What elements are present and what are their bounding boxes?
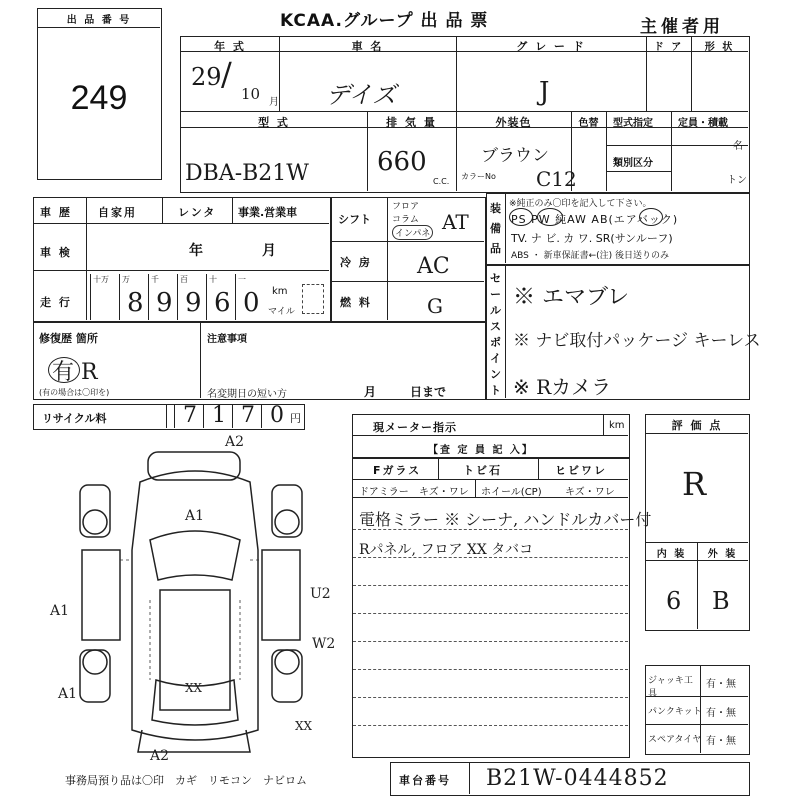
wheel-label: ホイール(CP) [481,487,542,498]
recycle-unit: 円 [290,412,301,425]
equipment-label-2: 備 [490,222,501,235]
mileage-place-label: 千 [151,275,159,284]
inspection-month: 月 [262,243,278,259]
month-unit: 月 [269,97,279,108]
shift-option-instrument-panel: インパネ [392,225,433,240]
exterior-score-label: 外 装 [707,549,738,560]
tons-unit: トン [727,175,747,186]
mileage-digit-cell [177,274,206,320]
name-change-month: 月 [364,385,377,399]
score-label: 評 価 点 [671,419,723,432]
recycle-digit: 0 [270,403,284,428]
mileage-digit: 6 [214,288,231,318]
appraisal-header: 【査 定 員 記 入】 [428,445,534,456]
grade-label: グ レ ー ド [516,40,586,53]
history-rental: レンタ [178,206,217,219]
tool-puncture-kit-label: パンクキット [648,707,702,717]
lot-number-box [37,8,162,180]
mileage-place-label: 十万 [93,275,109,284]
fuel-value: G [427,294,443,318]
vehicle-info-table [180,36,750,193]
mark-u2: U2 [310,586,331,602]
car-damage-diagram [20,430,350,770]
fuel-label: 燃 料 [340,296,372,309]
mileage-digit-cell [119,274,148,320]
repair-note: (有の場合は〇印を) [39,388,110,397]
mark-a1-left: A1 [50,603,70,619]
door-mirror-label: ドアミラー [359,487,409,498]
mark-w2: W2 [312,636,336,652]
category-label: 類別区分 [613,158,653,169]
ruled-line [353,725,628,726]
windshield-label: Fガラス [373,464,422,477]
ruled-line [353,641,628,642]
recycle-digit: 7 [183,403,197,428]
equipment-label-3: 品 [490,242,501,255]
capacity-label: 定員・積載 [678,118,728,129]
year-value: 29 [191,63,222,91]
inspection-label: 車 検 [40,246,72,259]
recycle-digit: 1 [212,403,226,428]
pw-circle [537,208,563,226]
ruled-line [353,585,628,586]
history-block [33,197,331,322]
tool-spare-tire-value: 有・無 [706,736,736,747]
lot-number-label: 出 品 番 号 [66,15,132,26]
history-label: 車 歴 [40,206,72,219]
equipment-row-1: PS PW 純AW AB(エアバック) [511,213,679,226]
sales-point-1: ※ エマブレ [513,285,630,310]
exterior-score-value: B [712,587,730,615]
organizer-label: 主催者用 [640,17,724,37]
meter-label: 現メーター指示 [373,421,457,434]
history-business: 事業.営業車 [238,206,298,219]
mileage-digit-cell [148,274,177,320]
recycle-digit-cell [261,405,290,428]
name-change-day: 日まで [410,385,447,399]
sales-points-label-char: ー [490,288,501,301]
model-label: 型 式 [258,116,290,129]
model-value: DBA-B21W [185,161,309,186]
equipment-row-3: ABS ・ 新車保証書←(注) 後日送りのみ [511,251,670,261]
tools-block [645,665,750,755]
sales-points-label-char: セ [490,272,501,285]
recycle-digit-cell [203,405,232,428]
ruled-line [353,669,628,670]
mark-a1-left-2: A1 [58,686,78,702]
mileage-place-label: 百 [180,275,188,284]
mark-a1-roof: A1 [185,508,205,524]
ruled-line [353,613,628,614]
sales-points-label-char: ポ [490,336,501,349]
chassis-value: B21W-0444852 [486,766,669,791]
body-label: 形 状 [704,42,735,53]
tool-puncture-kit-value: 有・無 [706,708,736,719]
meter-unit: km [609,420,625,431]
chassis-block [390,762,750,796]
exterior-color-label: 外装色 [495,116,532,129]
mileage-place-label: 万 [122,275,130,284]
mileage-digit: 8 [127,288,144,318]
equipment-row-2: TV. ナ ビ. カ ワ. SR(サンルーフ) [511,232,673,245]
appraisal-comment-2: Rパネル, フロア XX タバコ [359,542,534,558]
grade-value: J [539,77,550,107]
door-mirror-options: キズ・ワレ [419,487,469,498]
repair-label: 修復歴 箇所 [39,332,98,345]
inspection-year: 年 [189,243,205,259]
mile-checkbox [302,284,324,314]
car-name-value: デイズ [326,81,397,109]
interior-value: 6 [666,587,682,615]
ruled-line [353,697,628,698]
sales-points-label-char: ス [490,320,501,333]
repair-value: 有 R [52,360,98,385]
shift-option-floor: フロア [392,202,420,212]
shift-value: AT [442,210,469,234]
mileage-digit: 9 [185,288,202,318]
notes-label: 注意事項 [207,334,247,345]
name-change-label: 名変期日の短い方 [207,389,287,400]
type-designation-label: 型式指定 [613,118,653,129]
persons-unit: 名 [733,141,743,152]
lot-number: 249 [70,79,128,117]
mile-label: マイル [268,307,295,317]
color-no-label: カラーNo [461,172,496,181]
sales-points-label-char: ル [490,304,501,317]
meter-block [352,414,630,458]
month-value: 10 [241,85,261,103]
shift-ac-fuel-block [331,197,486,322]
displacement-label: 排 気 量 [386,116,437,129]
mark-xx-right: XX [295,719,313,733]
windshield-chip: トビ石 [463,464,502,477]
slash: / [221,55,232,93]
equipment-block [486,193,750,265]
shift-label: シフト [338,213,371,226]
mileage-digit-cell [235,274,264,320]
exterior-color-value: ブラウン [481,146,549,166]
shift-option-column: コラム [392,215,419,225]
color-no-value: C12 [536,167,577,191]
ac-value: AC [417,254,450,279]
mileage-digit-cell [206,274,235,320]
mark-a2-top: A2 [225,434,245,450]
appraisal-comment-1: 電格ミラー ※ シーナ, ハンドルカバー付 [359,510,652,529]
sales-points-label-char: イ [490,352,501,365]
recycle-label: リサイクル料 [42,412,107,425]
door-label: ド ア [653,42,684,53]
sales-points-label-char: ン [490,368,501,381]
tool-jack-value: 有・無 [706,679,736,690]
displacement-value: 660 [377,147,427,177]
sales-points-block [486,265,761,400]
interior-label: 内 装 [656,549,687,560]
mileage-label: 走 行 [40,296,72,309]
repair-circle [48,357,80,383]
km-label: km [272,286,288,297]
windshield-crack: ヒビワレ [555,464,607,477]
car-name-label: 車 名 [351,40,384,53]
repaint-label: 色替 [578,118,599,129]
recycle-block [33,404,305,430]
appraisal-block [352,458,652,758]
ab-circle [639,208,663,226]
cc-unit: C.C. [433,177,450,186]
mileage-place-label: 一 [238,275,246,284]
score-block [645,414,750,631]
score-value: R [682,465,707,503]
mark-a2-bottom: A2 [150,748,170,764]
sales-points-label-char: ト [490,384,501,397]
ps-circle [509,208,533,226]
mark-xx-rear: XX [185,681,203,695]
mileage-digit: 0 [243,288,260,318]
tool-jack-label: ジャッキ工具 [648,676,693,699]
repair-notes-block [33,322,486,400]
equipment-note: ※純正のみ〇印を記入して下さい。 [509,199,652,209]
sales-point-2: ※ ナビ取付パッケージ キーレス [513,331,761,351]
recycle-digit: 7 [241,403,255,428]
mileage-place-label: 十 [209,275,217,284]
form-title: KCAA.グループ 出 品 票 [280,11,489,31]
chassis-label: 車台番号 [399,774,451,787]
history-private: 自家用 [98,206,137,219]
recycle-digit-cell [174,405,203,428]
recycle-digit-cell [232,405,261,428]
mileage-digit-cell [90,274,119,320]
sales-point-3: ※ Rカメラ [513,375,612,399]
ac-label: 冷 房 [340,256,372,269]
office-note: 事務局預り品は〇印 カギ リモコン ナビロム [65,774,307,787]
tool-spare-tire-label: スペアタイヤ [648,735,702,745]
year-label: 年 式 [214,40,246,53]
wheel-options: キズ・ワレ [565,487,615,498]
mileage-digit: 9 [156,288,173,318]
equipment-label-1: 装 [490,202,501,215]
